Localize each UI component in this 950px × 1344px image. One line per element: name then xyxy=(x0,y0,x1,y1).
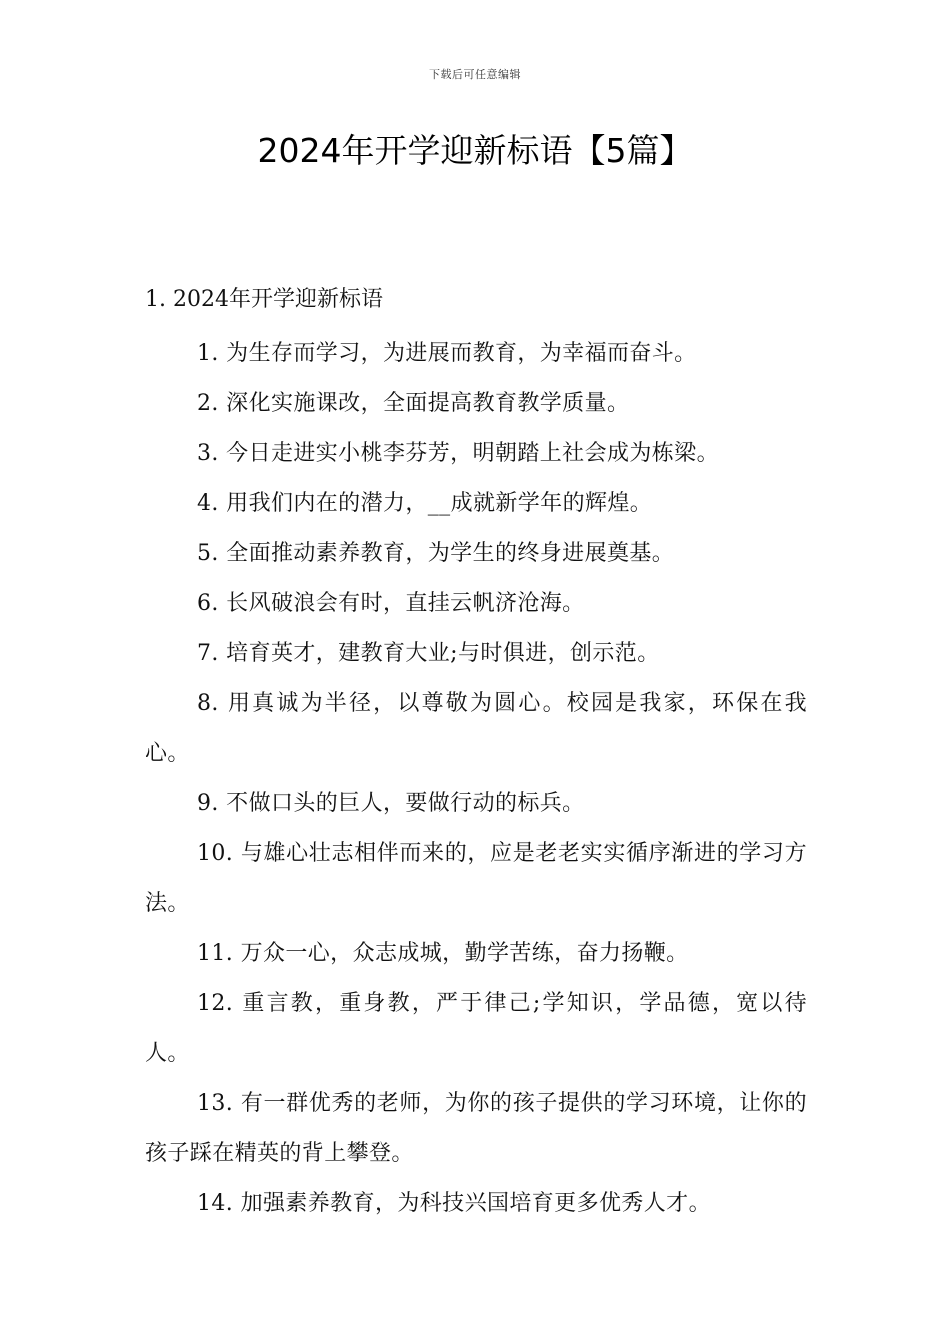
slogan-item: 4. 用我们内在的潜力，__成就新学年的辉煌。 xyxy=(197,491,653,516)
document-title: 2024年开学迎新标语【5篇】 xyxy=(257,131,693,170)
slogan-item: 12. 重言教，重身教，严于律己;学知识，学品德，宽以待人。 xyxy=(145,991,807,1066)
slogan-item: 10. 与雄心壮志相伴而来的，应是老老实实循序渐进的学习方法。 xyxy=(145,841,807,916)
section-heading: 1. 2024年开学迎新标语 xyxy=(145,287,383,312)
slogan-item: 2. 深化实施课改，全面提高教育教学质量。 xyxy=(197,391,630,416)
slogan-item: 9. 不做口头的巨人，要做行动的标兵。 xyxy=(197,791,585,816)
slogan-item: 11. 万众一心，众志成城，勤学苦练，奋力扬鞭。 xyxy=(197,941,689,966)
slogan-item: 13. 有一群优秀的老师，为你的孩子提供的学习环境，让你的孩子踩在精英的背上攀登。 xyxy=(145,1091,807,1166)
slogan-item: 14. 加强素养教育，为科技兴国培育更多优秀人才。 xyxy=(197,1191,711,1216)
slogan-item: 8. 用真诚为半径，以尊敬为圆心。校园是我家，环保在我心。 xyxy=(145,691,807,766)
slogan-item: 6. 长风破浪会有时，直挂云帆济沧海。 xyxy=(197,591,585,616)
slogan-item: 3. 今日走进实小桃李芬芳，明朝踏上社会成为栋梁。 xyxy=(197,441,719,466)
slogan-item: 5. 全面推动素养教育，为学生的终身进展奠基。 xyxy=(197,541,675,566)
header-note: 下载后可任意编辑 xyxy=(429,68,521,81)
slogan-item: 1. 为生存而学习，为进展而教育，为幸福而奋斗。 xyxy=(197,341,697,366)
slogan-list xyxy=(145,329,807,1229)
slogan-item: 7. 培育英才，建教育大业;与时俱进，创示范。 xyxy=(197,641,660,666)
